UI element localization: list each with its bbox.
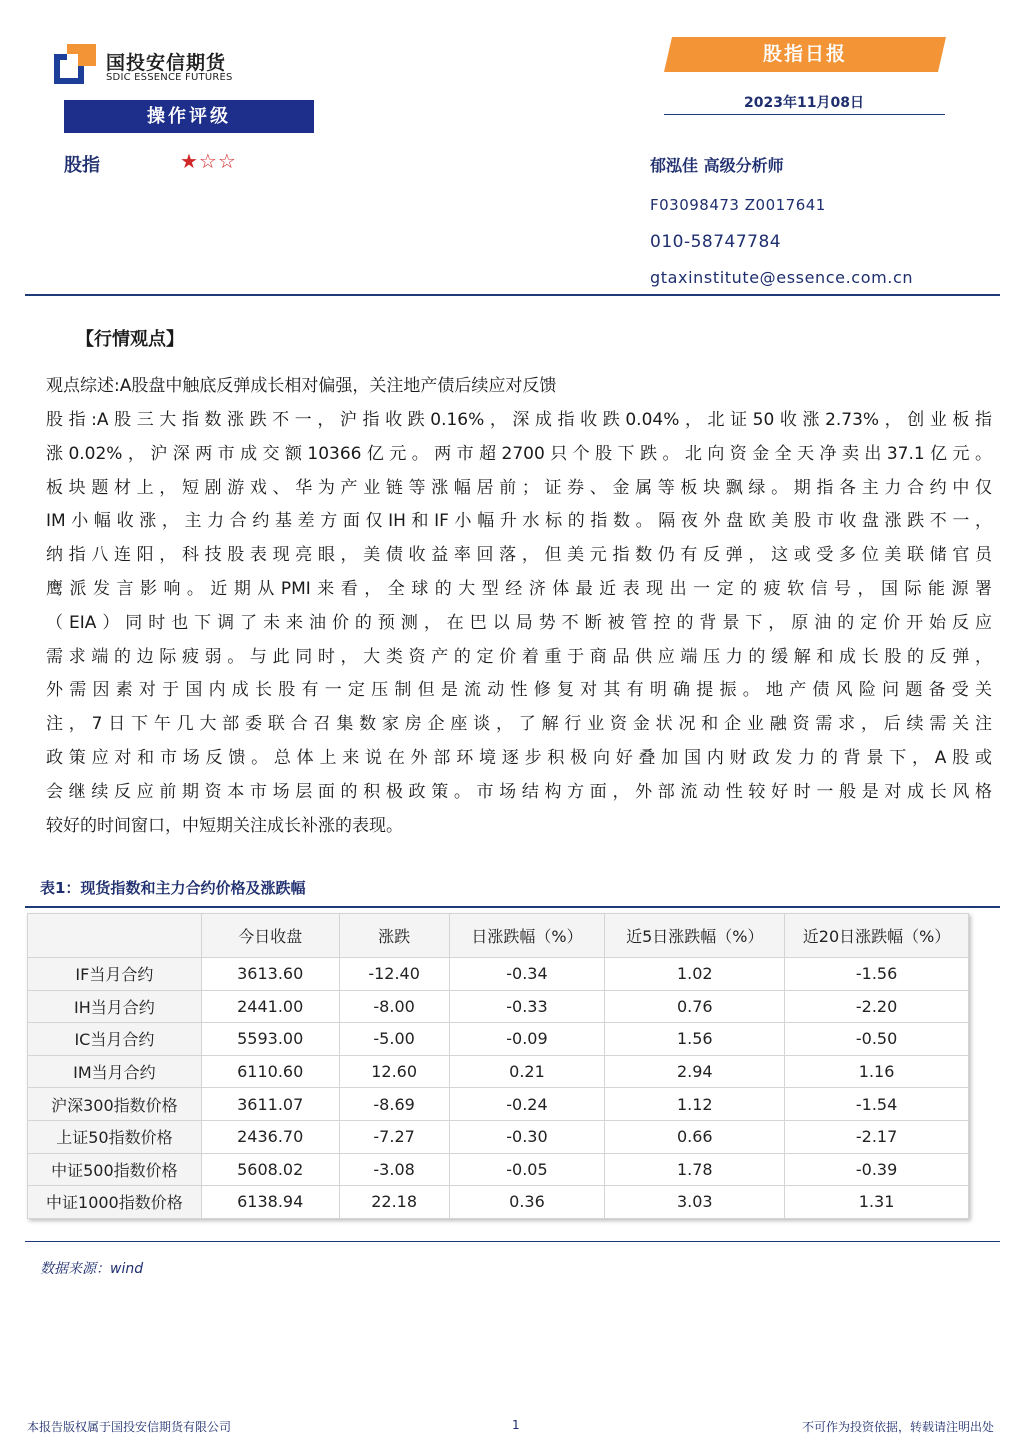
value-cell: 1.12 xyxy=(605,1088,785,1121)
value-cell: -0.50 xyxy=(785,1023,969,1056)
row-label-cell: 中证1000指数价格 xyxy=(28,1186,202,1219)
commentary-line: IM小幅收涨，主力合约基差方面仅IH和IF小幅升水标的指数。隔夜外盘欧美股市收盘涨跌不一， xyxy=(46,511,992,532)
commentary-line: （EIA）同时也下调了未来油价的预测，在巴以局势不断被管控的背景下，原油的定价开始反应 xyxy=(46,612,992,633)
table-row xyxy=(28,1023,969,1056)
column-header: 今日收盘 xyxy=(201,914,339,958)
value-cell: 1.78 xyxy=(605,1153,785,1186)
report-type-banner xyxy=(664,37,946,72)
row-label-cell: IM当月合约 xyxy=(28,1055,202,1088)
value-cell: 22.18 xyxy=(339,1186,449,1219)
analyst-name: 郁泓佳 高级分析师 xyxy=(650,156,784,175)
commentary-line: 会继续反应前期资本市场层面的积极政策。市场结构方面，外部流动性较好时一般是对成长风格 xyxy=(46,781,992,802)
data-source: 数据来源：wind xyxy=(40,1261,144,1277)
value-cell: -0.24 xyxy=(449,1088,605,1121)
contact-phone: 010-58747784 xyxy=(650,232,782,252)
value-cell: 3.03 xyxy=(605,1186,785,1219)
value-cell: -12.40 xyxy=(339,958,449,991)
row-label-cell: IF当月合约 xyxy=(28,958,202,991)
table-header-row xyxy=(28,914,969,958)
table-row xyxy=(28,958,969,991)
logo-text-en: SDIC ESSENCE FUTURES xyxy=(106,72,233,83)
row-label-cell: 沪深300指数价格 xyxy=(28,1088,202,1121)
value-cell: -2.20 xyxy=(785,990,969,1023)
value-cell: 5608.02 xyxy=(201,1153,339,1186)
table-row xyxy=(28,1120,969,1153)
table-row xyxy=(28,1088,969,1121)
value-cell: 1.16 xyxy=(785,1055,969,1088)
value-cell: 3611.07 xyxy=(201,1088,339,1121)
company-logo xyxy=(54,44,244,88)
report-date: 2023年11月08日 xyxy=(744,95,864,111)
value-cell: 0.66 xyxy=(605,1120,785,1153)
analyst-license: F03098473 Z0017641 xyxy=(650,196,826,214)
table-row xyxy=(28,1055,969,1088)
column-header: 近5日涨跌幅（%） xyxy=(605,914,785,958)
section-title: 【行情观点】 xyxy=(76,329,184,350)
commentary-line: 纳指八连阳，科技股表现亮眼，美债收益率回落，但美元指数仍有反弹，这或受多位美联储官员 xyxy=(46,545,992,566)
table-title-divider xyxy=(25,906,1000,908)
value-cell: -7.27 xyxy=(339,1120,449,1153)
report-type-title: 股指日报 xyxy=(762,43,847,65)
value-cell: 6138.94 xyxy=(201,1186,339,1219)
value-cell: -0.39 xyxy=(785,1153,969,1186)
row-label-cell: IH当月合约 xyxy=(28,990,202,1023)
value-cell: -5.00 xyxy=(339,1023,449,1056)
footer-disclaimer: 不可作为投资依据，转载请注明出处 xyxy=(801,1420,994,1434)
value-cell: -1.54 xyxy=(785,1088,969,1121)
value-cell: -0.09 xyxy=(449,1023,605,1056)
value-cell: -8.00 xyxy=(339,990,449,1023)
commentary-line: 涨0.02%，沪深两市成交额10366亿元。两市超2700只个股下跌。北向资金全天净卖出37.1亿元。 xyxy=(46,443,992,464)
value-cell: -0.05 xyxy=(449,1153,605,1186)
row-label-cell: 中证500指数价格 xyxy=(28,1153,202,1186)
value-cell: 6110.60 xyxy=(201,1055,339,1088)
commentary-line: 政策应对和市场反馈。总体上来说在外部环境逐步积极向好叠加国内财政发力的背景下，A股或 xyxy=(46,747,992,768)
row-label-cell: 上证50指数价格 xyxy=(28,1120,202,1153)
column-header: 日涨跌幅（%） xyxy=(449,914,605,958)
value-cell: 1.31 xyxy=(785,1186,969,1219)
value-cell: 2441.00 xyxy=(201,990,339,1023)
commentary-line: 股指:A股三大指数涨跌不一，沪指收跌0.16%，深成指收跌0.04%，北证50收涨2.73%，创业板指 xyxy=(46,410,992,430)
value-cell: -0.33 xyxy=(449,990,605,1023)
commentary-line: 较好的时间窗口，中短期关注成长补涨的表现。 xyxy=(46,815,403,836)
market-commentary xyxy=(46,404,992,843)
value-cell: 1.02 xyxy=(605,958,785,991)
star-rating: ★☆☆ xyxy=(180,149,237,173)
value-cell: -0.30 xyxy=(449,1120,605,1153)
price-table xyxy=(27,913,969,1219)
value-cell: -3.08 xyxy=(339,1153,449,1186)
value-cell: -2.17 xyxy=(785,1120,969,1153)
value-cell: -8.69 xyxy=(339,1088,449,1121)
value-cell: 5593.00 xyxy=(201,1023,339,1056)
logo-mark-icon xyxy=(54,44,96,84)
header-divider xyxy=(25,294,1000,296)
column-header: 近20日涨跌幅（%） xyxy=(785,914,969,958)
commentary-line: 外需因素对于国内成长股有一定压制但是流动性修复对其有明确提振。地产债风险问题备受关 xyxy=(46,680,992,701)
summary-line: 观点综述:A股盘中触底反弹成长相对偏强，关注地产债后续应对反馈 xyxy=(46,376,557,396)
value-cell: 12.60 xyxy=(339,1055,449,1088)
commentary-line: 需求端的边际疲弱。与此同时，大类资产的定价着重于商品供应端压力的缓解和成长股的反弹， xyxy=(46,646,992,667)
contact-email[interactable]: gtaxinstitute@essence.com.cn xyxy=(650,268,914,287)
row-label-cell: IC当月合约 xyxy=(28,1023,202,1056)
value-cell: 3613.60 xyxy=(201,958,339,991)
value-cell: 0.36 xyxy=(449,1186,605,1219)
logo-text-cn: 国投安信期货 xyxy=(106,52,227,74)
commentary-line: 鹰派发言影响。近期从PMI来看，全球的大型经济体最近表现出一定的疲软信号，国际能源署 xyxy=(46,578,992,599)
table-row xyxy=(28,1186,969,1219)
category-label: 股指 xyxy=(64,155,100,176)
table-title: 表1：现货指数和主力合约价格及涨跌幅 xyxy=(40,879,306,897)
value-cell: 0.21 xyxy=(449,1055,605,1088)
footer-copyright: 本报告版权属于国投安信期货有限公司 xyxy=(27,1420,232,1434)
value-cell: 0.76 xyxy=(605,990,785,1023)
date-divider xyxy=(664,114,945,115)
commentary-line: 板块题材上，短剧游戏、华为产业链等涨幅居前；证券、金属等板块飘绿。期指各主力合约中仅 xyxy=(46,477,992,498)
rating-label-bar: 操作评级 xyxy=(64,100,314,133)
commentary-line: 注，7日下午几大部委联合召集数家房企座谈，了解行业资金状况和企业融资需求，后续需关注 xyxy=(46,714,992,735)
value-cell: 2.94 xyxy=(605,1055,785,1088)
value-cell: -0.34 xyxy=(449,958,605,991)
column-header xyxy=(28,914,202,958)
table-row xyxy=(28,1153,969,1186)
value-cell: -1.56 xyxy=(785,958,969,991)
table-row xyxy=(28,990,969,1023)
value-cell: 2436.70 xyxy=(201,1120,339,1153)
source-divider xyxy=(25,1241,1000,1242)
page-number: 1 xyxy=(512,1418,520,1432)
value-cell: 1.56 xyxy=(605,1023,785,1056)
column-header: 涨跌 xyxy=(339,914,449,958)
